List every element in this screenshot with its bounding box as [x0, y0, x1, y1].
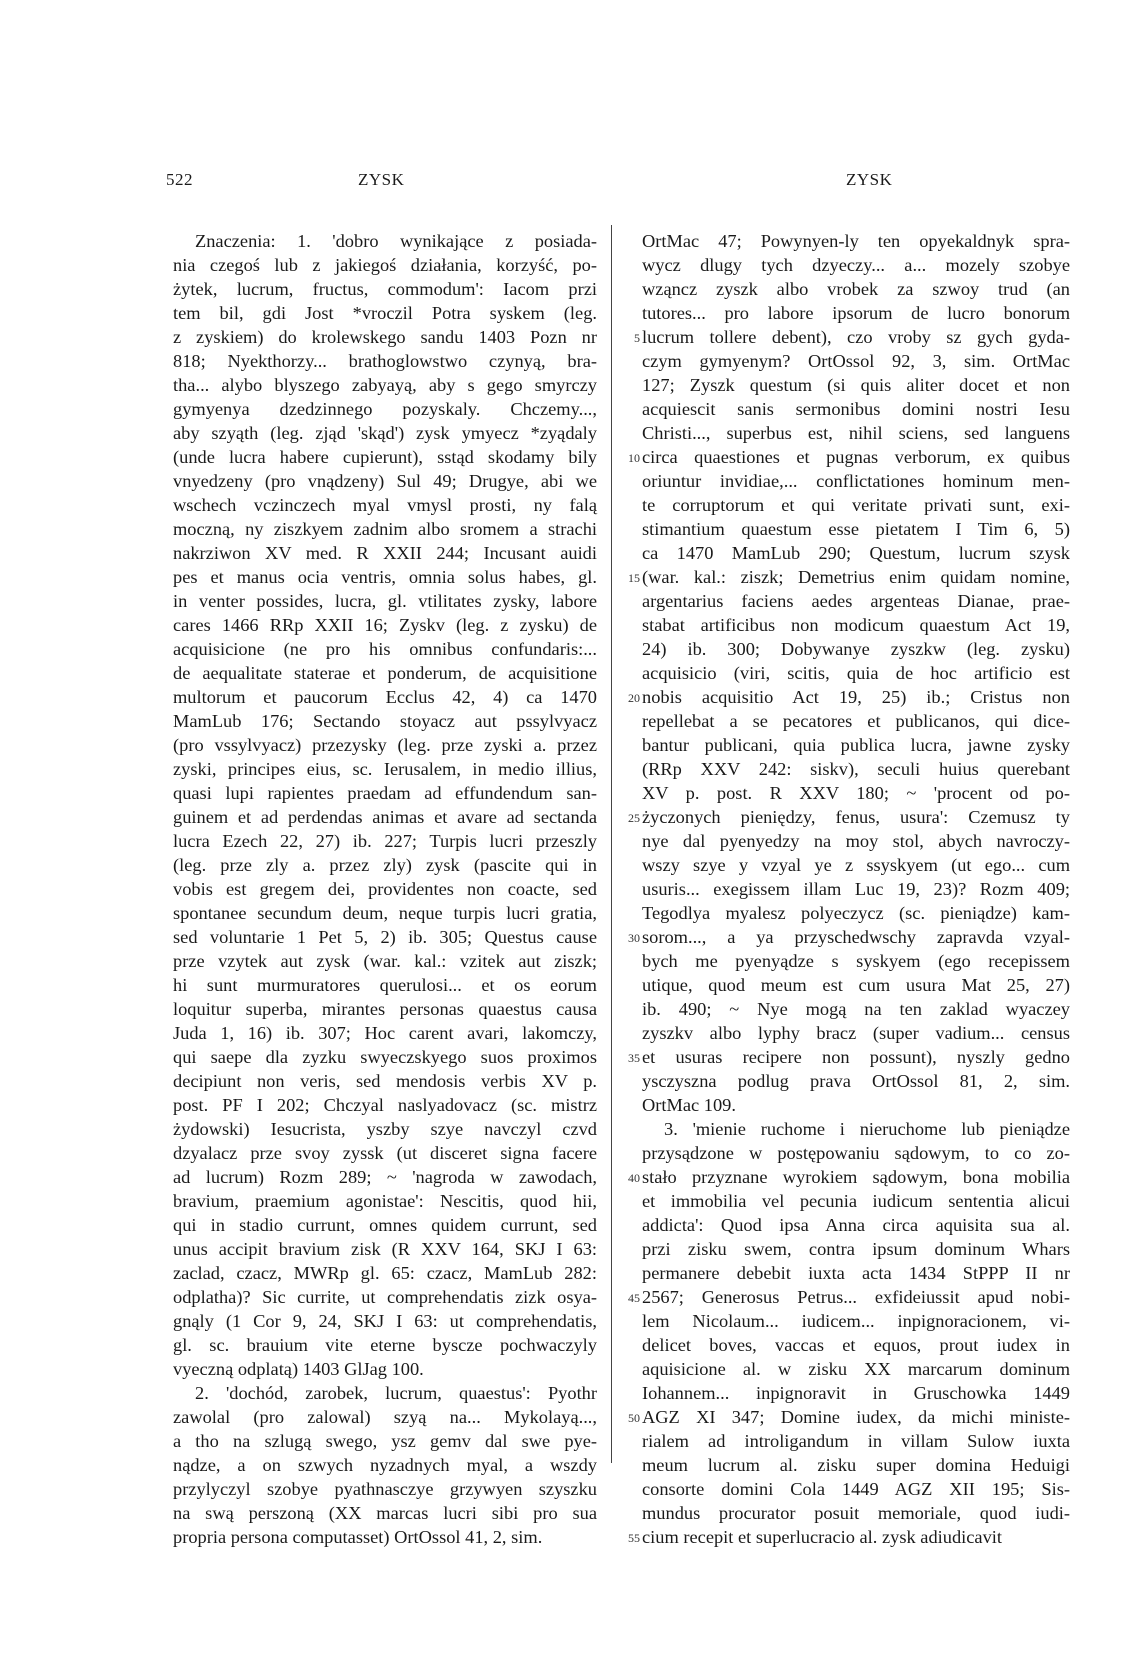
text-line: ysczyszna podlug prava OrtOssol 81, 2, sim. [642, 1071, 1070, 1091]
text-line: gl. sc. brauium vite eterne byscze pochwaczyly [173, 1335, 597, 1355]
text-line: Iohannem... inpignoravit in Gruschowka 1449 [642, 1383, 1070, 1403]
text-line: hi sunt murmuratores querulosi... et os eorum [173, 975, 597, 995]
text-line: permanere debebit iuxta acta 1434 StPPP II nr [642, 1263, 1070, 1283]
text-line: przylyczyl szobye pyathnasczye grzywyen szyszku [173, 1479, 597, 1499]
text-line: Juda 1, 16) ib. 307; Hoc carent avari, lakomczy, [173, 1023, 597, 1043]
text-line: aquisicione al. w zisku XX marcarum dominum [642, 1359, 1070, 1379]
text-line: prze vzytek aut zysk (war. kal.: vzitek aut ziszk; [173, 951, 597, 971]
text-line: tutores... pro labore ipsorum de lucro bonorum [642, 303, 1070, 323]
text-line: sed voluntarie 1 Pet 5, 2) ib. 305; Questus cause [173, 927, 597, 947]
line-number: 15 [628, 571, 640, 585]
text-line: mundus procurator posuit memoriale, quod iudi- [642, 1503, 1070, 1523]
text-line: nye dal pyenyedzy na moy stol, abych navroczy- [642, 831, 1070, 851]
text-line: nia czegoś lub z jakiegoś działania, korzyść, po- [173, 255, 597, 275]
left-column [173, 229, 597, 1549]
text-line: 127; Zyszk questum (si quis aliter docet et non [642, 375, 1070, 395]
text-line: et immobilia vel pecunia iudicum sententia alicui [642, 1191, 1070, 1211]
text-line: stabat artificibus non modicum quaestum Act 19, [642, 615, 1070, 635]
text-line: zyski, principes eius, sc. Ierusalem, in medio illius, [173, 759, 597, 779]
text-line: czym gymyenym? OrtOssol 92, 3, sim. OrtMac [642, 351, 1070, 371]
text-line: AGZ XI 347; Domine iudex, da michi ministe- [642, 1407, 1070, 1427]
text-line: żydowski) Iesucrista, yszby szye navczyl czvd [173, 1119, 597, 1139]
line-number: 45 [628, 1291, 640, 1305]
text-line: Tegodlya myalesz polyeczycz (sc. pieniądze) kam- [642, 903, 1070, 923]
text-line: OrtMac 109. [642, 1095, 736, 1115]
text-line: wząncz zyszk albo vrobek za szwoy trud (an [642, 279, 1070, 299]
line-number: 35 [628, 1051, 640, 1065]
text-line: oriuntur invidiae,... conflictationes hominum men- [642, 471, 1070, 491]
text-line: 2567; Generosus Petrus... exfideiussit apud nobi- [642, 1287, 1070, 1307]
line-number: 5 [634, 331, 640, 345]
text-line: rialem ad introligandum in villam Sulow iuxta [642, 1431, 1070, 1451]
text-line: qui saepe dla zyzku swyeczskyego suos proximos [173, 1047, 597, 1067]
text-line: guinem et ad perdendas animas et avare ad sectanda [173, 807, 597, 827]
text-line: odplatha)? Sic currite, ut comprehendatis zizk osya- [173, 1287, 597, 1307]
text-line: zawolal (pro zalowal) szyą na... Mykolayą..., [173, 1407, 597, 1427]
text-line: tha... alybo blyszego zabyayą, aby s gego smyrczy [173, 375, 597, 395]
text-line: vobis est gregem dei, providentes non coacte, sed [173, 879, 597, 899]
text-line: te corruptorum et qui veritate privati sunt, exi- [642, 495, 1070, 515]
text-line: lucrum tollere debent), czo vroby sz gych gyda- [642, 327, 1070, 347]
text-line: zyszkv albo lyphy bracz (super vadium... census [642, 1023, 1070, 1043]
text-line: meum lucrum al. zisku super domina Heduigi [642, 1455, 1070, 1475]
text-line: pes et manus ocia ventris, omnia solus habes, gl. [173, 567, 597, 587]
text-line: na swą perszoną (XX marcas lucri sibi pro sua [173, 1503, 597, 1523]
text-line: repellebat a se pecatores et publicanos, qui dice- [642, 711, 1070, 731]
text-line: post. PF I 202; Chczyal naslyadovacz (sc. mistrz [173, 1095, 597, 1115]
text-line: decipiunt non veris, sed mendosis verbis XV p. [173, 1071, 597, 1091]
line-number: 30 [628, 931, 640, 945]
text-line: et usuras recipere non possunt), nyszly gedno [642, 1047, 1070, 1067]
text-line: propria persona computasset) OrtOssol 41, 2, sim. [173, 1527, 543, 1547]
text-line: stało przyznane wyrokiem sądowym, bona mobilia [642, 1167, 1070, 1187]
text-line: gnąly (1 Cor 9, 24, SKJ I 63: ut comprehendatis, [173, 1311, 597, 1331]
line-number: 20 [628, 691, 640, 705]
text-line: 24) ib. 300; Dobywanye zyszkw (leg. zysku) [642, 639, 1070, 659]
page-number: 522 [166, 170, 193, 189]
text-line: wschech vczinczech myal vmysl prosti, ny falą [173, 495, 597, 515]
text-line: spontanee secundum deum, neque turpis lucri gratia, [173, 903, 597, 923]
text-line: argentarius faciens aedes argenteas Dianae, prae- [642, 591, 1070, 611]
text-line: loquitur superba, mirantes personas quaestus causa [173, 999, 597, 1019]
text-line: wszy szye y vzyal ye z ssyskyem (ut ego... cum [642, 855, 1070, 875]
text-line: dzyalacz prze svoy zyssk (ut disceret signa facere [173, 1143, 597, 1163]
text-line: (RRp XXV 242: siskv), seculi huius querebant [642, 759, 1070, 779]
text-line: nakrziwon XV med. R XXII 244; Incusant auidi [173, 543, 597, 563]
text-line: multorum et paucorum Ecclus 42, 4) ca 1470 [173, 687, 597, 707]
text-line: in venter possides, lucra, gl. vtilitates zysky, labore [173, 591, 597, 611]
text-line: usuris... exegissem illam Luc 19, 23)? Rozm 409; [642, 879, 1070, 899]
text-line: ca 1470 MamLub 290; Questum, lucrum szysk [642, 543, 1070, 563]
text-line: quasi lupi rapientes praedam ad effundendum san- [173, 783, 597, 803]
text-line: żytek, lucrum, fructus, commodum': Iacom przi [173, 279, 597, 299]
text-line: nobis acquisitio Act 19, 25) ib.; Cristus non [642, 687, 1070, 707]
text-line: XV p. post. R XXV 180; ~ 'procent od po- [642, 783, 1070, 803]
text-line: cares 1466 RRp XXII 16; Zyskv (leg. z zysku) de [173, 615, 597, 635]
text-line: bych me pyenyądze s syskyem (ego recepissem [642, 951, 1070, 971]
text-line: przysądzone w postępowaniu sądowym, to co zo- [642, 1143, 1070, 1163]
column-divider [611, 225, 612, 1463]
text-line: ad lucrum) Rozm 289; ~ 'nagroda w zawodach, [173, 1167, 597, 1187]
text-line: Christi..., superbus est, nihil sciens, sed languens [642, 423, 1070, 443]
text-line: 3. 'mienie ruchome i nieruchome lub pieniądze [664, 1119, 1070, 1139]
text-line: addicta': Quod ipsa Anna circa aquisita sua al. [642, 1215, 1070, 1235]
text-line: vyeczną odplatą) 1403 GlJag 100. [173, 1359, 424, 1379]
text-line: lucra Ezech 22, 27) ib. 227; Turpis lucri przeszly [173, 831, 597, 851]
text-line: (leg. prze zly a. przez zly) zysk (pascite qui in [173, 855, 597, 875]
text-line: tem bil, gdi Jost *vroczil Potra syskem (leg. [173, 303, 597, 323]
running-head-left: ZYSK [358, 170, 405, 189]
text-line: qui in stadio currunt, omnes quidem currunt, sed [173, 1215, 597, 1235]
text-line: gymyenya dzedzinnego pozyskaly. Chczemy..., [173, 399, 597, 419]
text-line: przi zisku swem, contra ipsum dominum Whars [642, 1239, 1070, 1259]
text-line: MamLub 176; Sectando stoyacz aut pssylvyacz [173, 711, 597, 731]
text-line: (pro vssylvyacz) przezysky (leg. prze zyski a. przez [173, 735, 597, 755]
text-line: OrtMac 47; Powynyen-ly ten opyekaldnyk spra- [642, 231, 1070, 251]
text-line: acquiescit sanis sermonibus domini nostri Iesu [642, 399, 1070, 419]
text-line: circa quaestiones et pugnas verborum, ex quibus [642, 447, 1070, 467]
text-line: (war. kal.: ziszk; Demetrius enim quidam nomine, [642, 567, 1070, 587]
text-line: wycz dlugy tych dzyeczy... a... mozely szobye [642, 255, 1070, 275]
text-line: unus accipit bravium zisk (R XXV 164, SKJ I 63: [173, 1239, 597, 1259]
text-line: bantur publicani, quia publica lucra, jawne zysky [642, 735, 1070, 755]
text-line: moczną, ny ziszkyem zadnim albo sromem a strachi [173, 519, 597, 539]
text-line: de aequalitate staterae et ponderum, de acquisitione [173, 663, 597, 683]
text-line: zaclad, czacz, MWRp gl. 65: czacz, MamLub 282: [173, 1263, 597, 1283]
text-line: acquisicio (viri, scitis, quia de hoc artificio est [642, 663, 1070, 683]
text-line: bravium, praemium agonistae': Nescitis, quod hii, [173, 1191, 597, 1211]
text-line: consorte domini Cola 1449 AGZ XII 195; Sis- [642, 1479, 1070, 1499]
text-line: stimantium quaestum esse pietatem I Tim 6, 5) [642, 519, 1070, 539]
text-line: 2. 'dochód, zarobek, lucrum, quaestus': Pyothr [195, 1383, 597, 1403]
line-number: 25 [628, 811, 640, 825]
text-line: acquisicione (ne pro his omnibus confundaris:... [173, 639, 597, 659]
text-line: aby szyąth (leg. zjąd 'skąd') zysk ymyecz *zyądaly [173, 423, 597, 443]
line-number: 50 [628, 1411, 640, 1425]
text-line: lem Nicolaum... iudicem... inpignoracionem, vi- [642, 1311, 1070, 1331]
text-line: nądze, a on szwych nyzadnych myal, a wszdy [173, 1455, 597, 1475]
line-number: 10 [628, 451, 640, 465]
running-head-right: ZYSK [846, 170, 893, 189]
text-line: z zyskiem) do krolewskego sandu 1403 Pozn nr [173, 327, 597, 347]
text-line: ib. 490; ~ Nye mogą na ten zaklad wyaczey [642, 999, 1070, 1019]
text-line: życzonych pieniędzy, fenus, usura': Czemusz ty [642, 807, 1070, 827]
text-line: delicet boves, vaccas et equos, prout iudex in [642, 1335, 1070, 1355]
text-line: 818; Nyekthorzy... brathoglowstwo czynyą, bra- [173, 351, 597, 371]
line-number: 55 [628, 1531, 640, 1545]
text-line: Znaczenia: 1. 'dobro wynikające z posiada- [195, 231, 597, 251]
text-line: cium recepit et superlucracio al. zysk adiudicavit [642, 1527, 1003, 1547]
line-number: 40 [628, 1171, 640, 1185]
text-line: sorom..., a ya przyschedwschy zapravda vzyal- [642, 927, 1070, 947]
text-line: vnyedzeny (pro vnądzeny) Sul 49; Drugye, abi we [173, 471, 597, 491]
right-column [642, 229, 1070, 1549]
text-line: (unde lucra habere cupierunt), sstąd skodamy bily [173, 447, 597, 467]
text-line: a tho na szlugą swego, ysz gemv dal swe pye- [173, 1431, 597, 1451]
text-line: utique, quod meum est cum usura Mat 25, 27) [642, 975, 1070, 995]
